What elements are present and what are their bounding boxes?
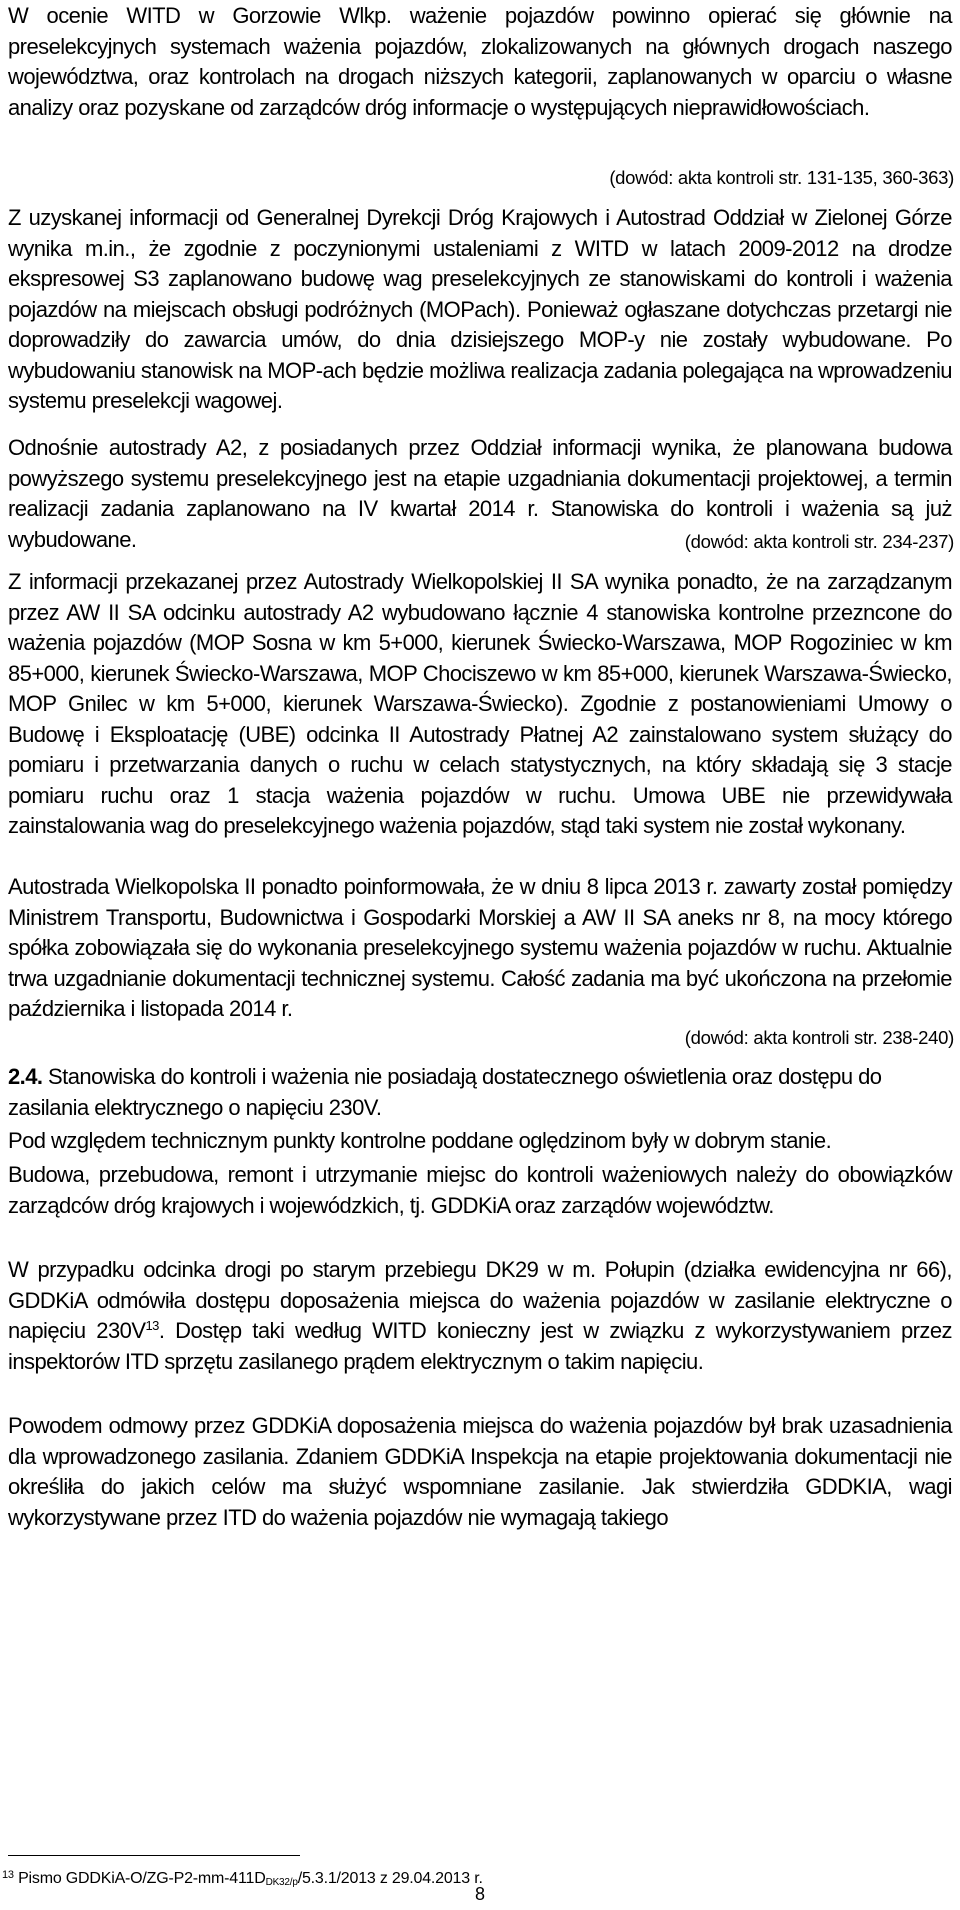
paragraph-text: W przypadku odcinka drogi po starym przebiegu DK29 w m. Połupin (działka ewidencyjna nr 66), GDDKiA odmówiła dostępu doposażenia miejsca do ważenia pojazdów w zasilanie elektryczne o napięciu 230V bbox=[8, 1257, 952, 1343]
footnote-subscript: DK32/p bbox=[265, 1877, 298, 1888]
paragraph-road-managers: Budowa, przebudowa, remont i utrzymanie miejsc do kontroli ważeniowych należy do obowiązków zarządców dróg krajowych i wojewódzkich, tj. GDDKiA oraz zarządów województw. bbox=[8, 1162, 952, 1218]
paragraph-annex-8: Autostrada Wielkopolska II ponadto poinformowała, że w dniu 8 lipca 2013 r. zawarty został pomiędzy Ministrem Transportu, Budownictwa i Gospodarki Morskiej a AW II SA aneks nr 8, na mocy którego spółka zobowiązała się do wykonania preselekcyjnego systemu ważenia pojazdów w ruchu. Aktualnie trwa uzgadnianie dokumentacji technicznej systemu. Całość zadania ma być ukończona na przełomie października i listopada 2014 r. bbox=[8, 874, 952, 1021]
paragraph-aw2-information: Z informacji przekazanej przez Autostrady Wielkopolskiej II SA wynika ponadto, że na zarządzanym przez AW II SA odcinku autostrady A2 wybudowano łącznie 4 stanowiska kontrolne przezncone do ważenia pojazdów (MOP Sosna w km 5+000, kierunek Świecko-Warszawa, MOP Rogoziniec w km 85+000, kierunek Świecko-Warszawa, MOP Chociszewo w km 85+000, kierunek Warszawa-Świecko, MOP Gnilec w km 5+000, kierunek Warszawa-Świecko). Zgodnie z postanowieniami Umowy o Budowę i Eksploatację (UBE) odcinka II Autostrady Płatnej A2 zainstalowano system służący do pomiaru i przetwarzania danych o ruchu w celach statystycznych, na który składają się 3 stacje pomiaru ruchu oraz 1 stacja ważenia pojazdów w ruchu. Umowa UBE nie przewidywała zainstalowania wag do preselekcyjnego ważenia pojazdów, stąd taki system nie został wykonany. bbox=[8, 569, 952, 838]
section-text: Stanowiska do kontroli i ważenia nie posiadają dostatecznego oświetlenia oraz dostępu do zasilania elektrycznego o napięciu 230V. bbox=[8, 1064, 882, 1120]
paragraph-refusal-reason: Powodem odmowy przez GDDKiA doposażenia miejsca do ważenia pojazdów był brak uzasadnienia dla wprowadzonego zasilania. Zdaniem GDDKiA Inspekcja na etapie projektowania dokumentacji nie określiła do jakich celów ma służyć wspomniane zasilanie. Jak stwierdziła GDDKIA, wagi wykorzystywane przez ITD do ważenia pojazdów nie wymagają takiego bbox=[8, 1413, 952, 1530]
paragraph-dk29-polupin bbox=[8, 1255, 952, 1377]
page-number: 8 bbox=[474, 1884, 485, 1904]
evidence-reference: (dowód: akta kontroli str. 131-135, 360-363) bbox=[609, 167, 954, 188]
footnote-text: Pismo GDDKiA-O/ZG-P2-mm-411D bbox=[13, 1870, 266, 1887]
footnote-separator bbox=[8, 1855, 300, 1856]
evidence-reference: (dowód: akta kontroli str. 234-237) bbox=[684, 531, 954, 552]
paragraph-text: . Dostęp taki według WITD konieczny jest w związku z wykorzystywaniem przez inspektorów ITD sprzętu zasilanego prądem elektrycznym o takim napięciu. bbox=[8, 1318, 953, 1374]
section-number: 2.4. bbox=[8, 1064, 43, 1089]
footnote-reference[interactable]: 13 bbox=[145, 1318, 159, 1333]
section-2-4-paragraph bbox=[8, 1062, 952, 1123]
paragraph-gddkia-information: Z uzyskanej informacji od Generalnej Dyrekcji Dróg Krajowych i Autostrad Oddział w Zielonej Górze wynika m.in., że zgodnie z poczynionymi ustaleniami z WITD w latach 2009-2012 na drodze ekspresowej S3 zaplanowano budowę wag preselekcyjnych ze stanowiskami do kontroli i ważenia pojazdów na miejscach obsługi podróżnych (MOPach). Ponieważ ogłaszane dotychczas przetargi nie doprowadziły do zawarcia umów, do dnia dzisiejszego MOP-y nie zostały wybudowane. Po wybudowaniu stanowisk na MOP-ach będzie możliwa realizacja zadania polegająca na wprowadzeniu systemu preselekcji wagowej. bbox=[8, 205, 952, 413]
footnote-text: /5.3.1/2013 z 29.04.2013 r. bbox=[297, 1870, 483, 1887]
paragraph-technical-state: Pod względem technicznym punkty kontrolne poddane oględzinom były w dobrym stanie. bbox=[8, 1128, 832, 1153]
paragraph-witd-assessment: W ocenie WITD w Gorzowie Wlkp. ważenie pojazdów powinno opierać się głównie na preselekcyjnych systemach ważenia pojazdów, zlokalizowanych na głównych drogach naszego województwa, oraz kontrolach na drogach niższych kategorii, zaplanowanych w oparciu o własne analizy oraz pozyskane od zarządców dróg informacje o występujących nieprawidłowościach. bbox=[8, 3, 952, 120]
footnote-number: 13 bbox=[2, 1869, 14, 1881]
paragraph-a2-motorway: Odnośnie autostrady A2, z posiadanych przez Oddział informacji wynika, że planowana budowa powyższego systemu preselekcyjnego jest na etapie uzgadniania dokumentacji projektowej, a termin realizacji zadania zaplanowano na IV kwartał 2014 r. Stanowiska do kontroli i ważenia są już wybudowane. bbox=[8, 435, 952, 552]
evidence-reference: (dowód: akta kontroli str. 238-240) bbox=[684, 1027, 954, 1048]
